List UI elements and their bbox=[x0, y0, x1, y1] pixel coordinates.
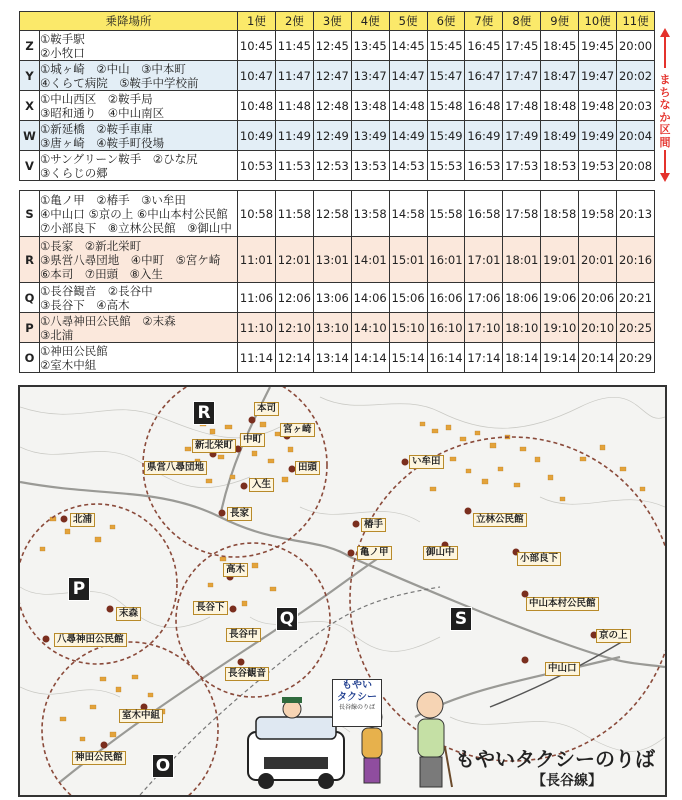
departure-time: 15:45 bbox=[427, 31, 465, 61]
timetable-header-row bbox=[20, 12, 655, 31]
taxi-illustration bbox=[248, 697, 344, 789]
stop-label-kamenoko: 亀ノ甲 bbox=[357, 546, 392, 560]
zone-letter: Y bbox=[20, 61, 40, 91]
stop-label-kyonoue: 京の上 bbox=[596, 629, 631, 643]
departure-time: 12:14 bbox=[275, 343, 313, 373]
departure-time: 17:10 bbox=[465, 313, 503, 343]
departure-time: 11:01 bbox=[238, 237, 276, 283]
departure-time: 18:10 bbox=[503, 313, 541, 343]
departure-time: 14:53 bbox=[389, 151, 427, 181]
stop-name: ⑥本司 ⑦田頭 ⑧入生 bbox=[40, 266, 163, 281]
departure-time: 12:48 bbox=[313, 91, 351, 121]
stop-name: ③北浦 bbox=[40, 327, 74, 342]
machinaka-label-char: か bbox=[659, 110, 671, 124]
departure-time: 13:47 bbox=[351, 61, 389, 91]
machinaka-section-indicator bbox=[657, 28, 673, 180]
departure-time: 18:48 bbox=[541, 91, 579, 121]
departure-time: 10:58 bbox=[238, 191, 276, 237]
stop-name: ①神田公民館 bbox=[40, 343, 108, 358]
departure-time: 19:14 bbox=[541, 343, 579, 373]
departure-time: 20:10 bbox=[579, 313, 617, 343]
departure-time: 11:48 bbox=[275, 91, 313, 121]
stop-label-hase-kannon: 長谷観音 bbox=[225, 667, 269, 681]
timetable-row bbox=[20, 61, 655, 91]
stop-name: ⑦小部良下 ⑧立林公民館 ⑨御山中 bbox=[40, 220, 232, 235]
departure-time: 17:47 bbox=[503, 61, 541, 91]
departure-time: 16:49 bbox=[465, 121, 503, 151]
map-subtitle: 【長谷線】 bbox=[532, 773, 602, 789]
header-bus: 7便 bbox=[465, 12, 503, 31]
machinaka-label-char: 区 bbox=[659, 123, 671, 136]
stop-label-kenei-yahiro: 県営八尋団地 bbox=[144, 461, 207, 475]
departure-time: 11:06 bbox=[238, 283, 276, 313]
stop-label-hase-shita: 長谷下 bbox=[193, 601, 228, 615]
zone-circle-s bbox=[350, 437, 665, 761]
departure-time: 14:10 bbox=[351, 313, 389, 343]
stop-name: ③県営八尋団地 ④中町 ⑤宮ケ崎 bbox=[40, 252, 221, 267]
departure-time: 14:58 bbox=[389, 191, 427, 237]
departure-time: 20:03 bbox=[617, 91, 655, 121]
stop-label-takagi: 高木 bbox=[223, 563, 248, 577]
departure-time: 15:58 bbox=[427, 191, 465, 237]
stop-name: ①八尋神田公民館 ②末森 bbox=[40, 313, 176, 328]
departure-time: 19:45 bbox=[579, 31, 617, 61]
header-station: 乗降場所 bbox=[20, 12, 238, 31]
departure-time: 16:47 bbox=[465, 61, 503, 91]
departure-time: 18:53 bbox=[541, 151, 579, 181]
departure-time: 17:14 bbox=[465, 343, 503, 373]
stop-list bbox=[40, 121, 238, 151]
sign-line2: タクシー bbox=[337, 692, 377, 703]
departure-time: 18:01 bbox=[503, 237, 541, 283]
zone-letter: P bbox=[20, 313, 40, 343]
departure-time: 19:06 bbox=[541, 283, 579, 313]
header-bus: 4便 bbox=[351, 12, 389, 31]
stop-label-imuta: い牟田 bbox=[409, 455, 444, 469]
departure-time: 10:47 bbox=[238, 61, 276, 91]
stop-list bbox=[40, 91, 238, 121]
machinaka-label-char: 間 bbox=[659, 135, 671, 149]
departure-time: 20:02 bbox=[617, 61, 655, 91]
departure-time: 10:45 bbox=[238, 31, 276, 61]
zone-letter-p: P bbox=[68, 577, 90, 601]
stop-name: ①新延橋 ②鞍手車庫 bbox=[40, 121, 153, 136]
departure-time: 20:06 bbox=[579, 283, 617, 313]
departure-time: 20:04 bbox=[617, 121, 655, 151]
departure-time: 19:58 bbox=[579, 191, 617, 237]
zone-letter-s: S bbox=[450, 607, 472, 631]
departure-time: 12:45 bbox=[313, 31, 351, 61]
departure-time: 15:10 bbox=[389, 313, 427, 343]
stop-label-kobera-shita: 小部良下 bbox=[517, 552, 561, 566]
stop-label-nakayamaguchi: 中山口 bbox=[545, 662, 580, 676]
departure-time: 13:58 bbox=[351, 191, 389, 237]
departure-time: 17:58 bbox=[503, 191, 541, 237]
header-bus: 6便 bbox=[427, 12, 465, 31]
departure-time: 13:01 bbox=[313, 237, 351, 283]
zone-letter: Q bbox=[20, 283, 40, 313]
header-bus: 9便 bbox=[541, 12, 579, 31]
departure-time: 16:48 bbox=[465, 91, 503, 121]
stop-name: ②小牧口 bbox=[40, 45, 85, 60]
departure-time: 20:13 bbox=[617, 191, 655, 237]
stop-label-shinhokuei: 新北栄町 bbox=[192, 439, 236, 453]
departure-time: 14:06 bbox=[351, 283, 389, 313]
stop-list bbox=[40, 31, 238, 61]
stop-name: ①長谷観音 ②長谷中 bbox=[40, 283, 153, 298]
stop-list bbox=[40, 237, 238, 283]
zone-letter: O bbox=[20, 343, 40, 373]
sign-line3: 長谷線のりば bbox=[338, 704, 375, 711]
departure-time: 15:01 bbox=[389, 237, 427, 283]
stop-label-oyama-naka: 御山中 bbox=[423, 546, 458, 560]
stop-name: ①鞍手駅 bbox=[40, 31, 85, 46]
stop-name: ①長家 ②新北栄町 bbox=[40, 238, 142, 253]
departure-time: 17:49 bbox=[503, 121, 541, 151]
zone-letter: R bbox=[20, 237, 40, 283]
timetable-row bbox=[20, 121, 655, 151]
departure-time: 16:45 bbox=[465, 31, 503, 61]
departure-time: 13:06 bbox=[313, 283, 351, 313]
departure-time: 18:06 bbox=[503, 283, 541, 313]
stop-list bbox=[40, 283, 238, 313]
departure-time: 13:10 bbox=[313, 313, 351, 343]
departure-time: 18:45 bbox=[541, 31, 579, 61]
departure-time: 15:53 bbox=[427, 151, 465, 181]
header-bus: 11便 bbox=[617, 12, 655, 31]
departure-time: 17:45 bbox=[503, 31, 541, 61]
stop-label-iriu: 入生 bbox=[249, 478, 274, 492]
departure-time: 14:49 bbox=[389, 121, 427, 151]
stop-label-tatebayashi-hall: 立林公民館 bbox=[473, 513, 527, 527]
header-bus: 10便 bbox=[579, 12, 617, 31]
stop-map bbox=[18, 385, 667, 797]
departure-time: 17:53 bbox=[503, 151, 541, 181]
timetable-lower bbox=[19, 190, 655, 373]
stop-label-honji: 本司 bbox=[254, 402, 279, 416]
stop-label-miyagasaki: 宮ヶ崎 bbox=[280, 423, 315, 437]
stop-name: ①城ヶ崎 ②中山 ③中本町 bbox=[40, 61, 186, 76]
stop-label-hase-naka: 長谷中 bbox=[226, 628, 261, 642]
departure-time: 12:06 bbox=[275, 283, 313, 313]
departure-time: 20:08 bbox=[617, 151, 655, 181]
departure-time: 15:14 bbox=[389, 343, 427, 373]
timetable-row bbox=[20, 191, 655, 237]
departure-time: 18:14 bbox=[503, 343, 541, 373]
stop-name: ④中山口 ⑤京の上 ⑥中山本村公民館 bbox=[40, 206, 228, 221]
stop-label-nakamachi: 中町 bbox=[240, 433, 265, 447]
departure-time: 19:49 bbox=[579, 121, 617, 151]
stop-label-tsubakide: 椿手 bbox=[361, 518, 386, 532]
machinaka-label-char: ち bbox=[659, 85, 671, 99]
departure-time: 14:48 bbox=[389, 91, 427, 121]
departure-time: 13:49 bbox=[351, 121, 389, 151]
stop-name: ④くらて病院 ⑤鞍手中学校前 bbox=[40, 75, 199, 90]
departure-time: 16:06 bbox=[427, 283, 465, 313]
timetable-upper bbox=[19, 11, 655, 181]
stop-label-tagashira: 田頭 bbox=[295, 461, 320, 475]
departure-time: 12:10 bbox=[275, 313, 313, 343]
departure-time: 12:47 bbox=[313, 61, 351, 91]
departure-time: 16:58 bbox=[465, 191, 503, 237]
header-bus: 2便 bbox=[275, 12, 313, 31]
machinaka-label-char: ま bbox=[659, 73, 671, 86]
departure-time: 11:58 bbox=[275, 191, 313, 237]
zone-letter-r: R bbox=[193, 401, 215, 425]
stop-list bbox=[40, 313, 238, 343]
stop-label-kitaura: 北浦 bbox=[70, 513, 95, 527]
departure-time: 14:45 bbox=[389, 31, 427, 61]
zone-letter: W bbox=[20, 121, 40, 151]
departure-time: 16:53 bbox=[465, 151, 503, 181]
stop-name: ③くらじの郷 bbox=[40, 165, 108, 180]
departure-time: 20:16 bbox=[617, 237, 655, 283]
departure-time: 10:49 bbox=[238, 121, 276, 151]
departure-time: 15:47 bbox=[427, 61, 465, 91]
departure-time: 11:53 bbox=[275, 151, 313, 181]
stop-label-nagaie: 長家 bbox=[227, 507, 252, 521]
departure-time: 18:49 bbox=[541, 121, 579, 151]
departure-time: 20:21 bbox=[617, 283, 655, 313]
sign-line1: もやい bbox=[342, 680, 372, 691]
departure-time: 11:45 bbox=[275, 31, 313, 61]
stop-list bbox=[40, 191, 238, 237]
zone-letter: X bbox=[20, 91, 40, 121]
departure-time: 15:06 bbox=[389, 283, 427, 313]
zone-letter: S bbox=[20, 191, 40, 237]
departure-time: 10:53 bbox=[238, 151, 276, 181]
stop-label-nakayama-honmura-hall: 中山本村公民館 bbox=[526, 597, 599, 611]
departure-time: 12:53 bbox=[313, 151, 351, 181]
departure-time: 19:01 bbox=[541, 237, 579, 283]
departure-time: 15:48 bbox=[427, 91, 465, 121]
departure-time: 20:01 bbox=[579, 237, 617, 283]
arrow-down-icon bbox=[657, 150, 673, 182]
timetable-row bbox=[20, 31, 655, 61]
departure-time: 13:53 bbox=[351, 151, 389, 181]
departure-time: 12:01 bbox=[275, 237, 313, 283]
departure-time: 17:06 bbox=[465, 283, 503, 313]
stop-list bbox=[40, 151, 238, 181]
departure-time: 12:49 bbox=[313, 121, 351, 151]
departure-time: 17:48 bbox=[503, 91, 541, 121]
stop-label-suemori: 末森 bbox=[116, 607, 141, 621]
departure-time: 14:01 bbox=[351, 237, 389, 283]
departure-time: 18:58 bbox=[541, 191, 579, 237]
departure-time: 16:10 bbox=[427, 313, 465, 343]
arrow-up-icon bbox=[657, 28, 673, 68]
departure-time: 11:47 bbox=[275, 61, 313, 91]
map-title: もやいタクシーのりば bbox=[455, 747, 655, 771]
stop-name: ②室木中組 bbox=[40, 357, 97, 372]
stop-name: ③昭和通り ④中山南区 bbox=[40, 105, 165, 120]
departure-time: 20:00 bbox=[617, 31, 655, 61]
departure-time: 20:14 bbox=[579, 343, 617, 373]
timetable-row bbox=[20, 151, 655, 181]
stop-name: ①亀ノ甲 ②椿手 ③い牟田 bbox=[40, 192, 186, 207]
moyai-taxi-sign bbox=[332, 679, 382, 727]
stop-label-koda-hall: 神田公民館 bbox=[72, 751, 126, 765]
stop-label-muroki-nakagumi: 室木中組 bbox=[119, 709, 163, 723]
stop-list bbox=[40, 61, 238, 91]
departure-time: 14:47 bbox=[389, 61, 427, 91]
machinaka-label-char: な bbox=[659, 98, 671, 111]
departure-time: 16:14 bbox=[427, 343, 465, 373]
departure-time: 13:48 bbox=[351, 91, 389, 121]
zone-letter-q: Q bbox=[276, 607, 298, 631]
zone-letter: Z bbox=[20, 31, 40, 61]
timetable-row bbox=[20, 283, 655, 313]
stop-label-yahiro-koda-hall: 八尋神田公民館 bbox=[54, 633, 127, 647]
zone-letter-o: O bbox=[152, 754, 174, 778]
stop-name: ①サングリーン鞍手 ②ひな尻 bbox=[40, 151, 198, 166]
header-bus: 5便 bbox=[389, 12, 427, 31]
header-bus: 1便 bbox=[238, 12, 276, 31]
header-bus: 3便 bbox=[313, 12, 351, 31]
departure-time: 12:58 bbox=[313, 191, 351, 237]
departure-time: 19:48 bbox=[579, 91, 617, 121]
zone-letter: V bbox=[20, 151, 40, 181]
departure-time: 11:49 bbox=[275, 121, 313, 151]
timetable-row bbox=[20, 91, 655, 121]
timetable-row bbox=[20, 313, 655, 343]
stop-list bbox=[40, 343, 238, 373]
departure-time: 20:25 bbox=[617, 313, 655, 343]
stop-name: ①中山西区 ②鞍手局 bbox=[40, 91, 153, 106]
header-bus: 8便 bbox=[503, 12, 541, 31]
departure-time: 19:10 bbox=[541, 313, 579, 343]
departure-time: 19:47 bbox=[579, 61, 617, 91]
departure-time: 14:14 bbox=[351, 343, 389, 373]
departure-time: 11:14 bbox=[238, 343, 276, 373]
departure-time: 13:14 bbox=[313, 343, 351, 373]
timetable-row bbox=[20, 237, 655, 283]
departure-time: 17:01 bbox=[465, 237, 503, 283]
machinaka-label bbox=[658, 74, 672, 149]
stop-name: ③唐ヶ崎 ④鞍手町役場 bbox=[40, 135, 165, 150]
departure-time: 10:48 bbox=[238, 91, 276, 121]
departure-time: 15:49 bbox=[427, 121, 465, 151]
timetable-row bbox=[20, 343, 655, 373]
departure-time: 13:45 bbox=[351, 31, 389, 61]
map-background bbox=[20, 387, 665, 795]
stop-name: ③長谷下 ④高木 bbox=[40, 297, 130, 312]
departure-time: 18:47 bbox=[541, 61, 579, 91]
departure-time: 20:29 bbox=[617, 343, 655, 373]
departure-time: 11:10 bbox=[238, 313, 276, 343]
departure-time: 16:01 bbox=[427, 237, 465, 283]
departure-time: 19:53 bbox=[579, 151, 617, 181]
